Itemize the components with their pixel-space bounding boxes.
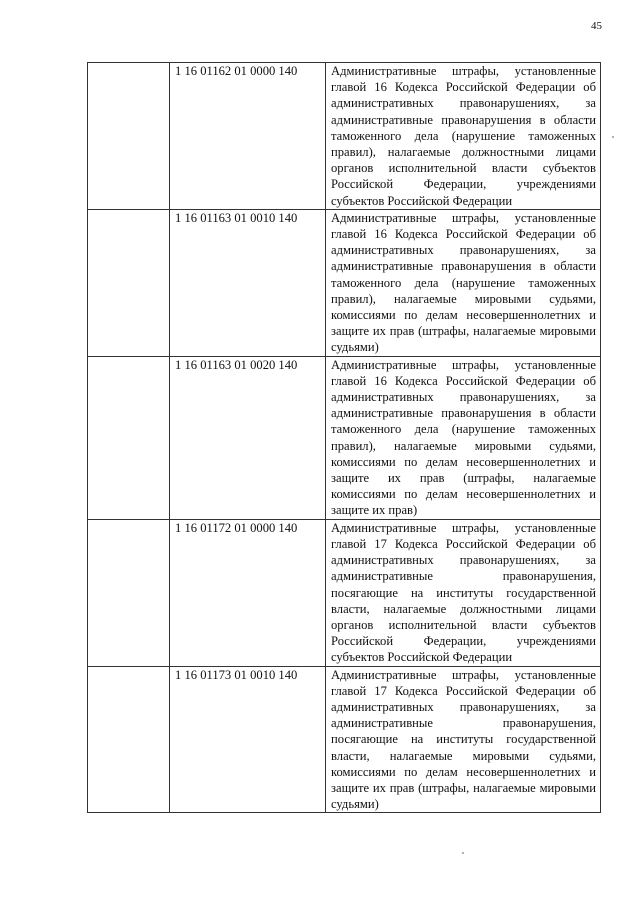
table-row: [88, 666, 601, 813]
budget-code-cell: 1 16 01173 01 0010 140: [170, 666, 326, 813]
table-row: [88, 519, 601, 666]
admin-code-cell: [88, 519, 170, 666]
page-number: 45: [591, 20, 602, 32]
budget-code-cell: 1 16 01163 01 0010 140: [170, 209, 326, 356]
description-cell: Административные штрафы, установленные главой 16 Кодекса Российской Федерации об административных правонарушениях, за административные правонарушения в области таможенного дела (нарушение таможенных правил), налагаемые мировыми судьями, комиссиями по делам несовершеннолетних и защите их прав (штрафы, налагаемые мировыми судьями): [326, 209, 601, 356]
budget-code-cell: 1 16 01163 01 0020 140: [170, 356, 326, 519]
description-cell: Административные штрафы, установленные главой 16 Кодекса Российской Федерации об административных правонарушениях, за административные правонарушения в области таможенного дела (нарушение таможенных правил), налагаемые должностными лицами органов исполнительной власти субъектов Российской Федерации, учреждениями субъектов Российской Федерации: [326, 63, 601, 210]
description-cell: Административные штрафы, установленные главой 17 Кодекса Российской Федерации об административных правонарушениях, за административные правонарушения, посягающие на институты государственной власти, налагаемые должностными лицами органов исполнительной власти субъектов Российской Федерации, учреждениями субъектов Российской Федерации: [326, 519, 601, 666]
admin-code-cell: [88, 356, 170, 519]
budget-code-cell: 1 16 01172 01 0000 140: [170, 519, 326, 666]
table-row: [88, 356, 601, 519]
budget-code-cell: 1 16 01162 01 0000 140: [170, 63, 326, 210]
description-cell: Административные штрафы, установленные главой 17 Кодекса Российской Федерации об административных правонарушениях, за административные правонарушения, посягающие на институты государственной власти, налагаемые мировыми судьями, комиссиями по делам несовершеннолетних и защите их прав (штрафы, налагаемые мировыми судьями): [326, 666, 601, 813]
admin-code-cell: [88, 209, 170, 356]
budget-classification-table: [87, 62, 601, 813]
scan-speck: [612, 136, 614, 138]
admin-code-cell: [88, 63, 170, 210]
scan-speck: [462, 852, 464, 854]
table-row: [88, 63, 601, 210]
admin-code-cell: [88, 666, 170, 813]
table-row: [88, 209, 601, 356]
description-cell: Административные штрафы, установленные главой 16 Кодекса Российской Федерации об административных правонарушениях, за административные правонарушения в области таможенного дела (нарушение таможенных правил), налагаемые мировыми судьями, комиссиями по делам несовершеннолетних и защите их прав (штрафы, налагаемые комиссиями по делам несовершеннолетних и защите их прав): [326, 356, 601, 519]
